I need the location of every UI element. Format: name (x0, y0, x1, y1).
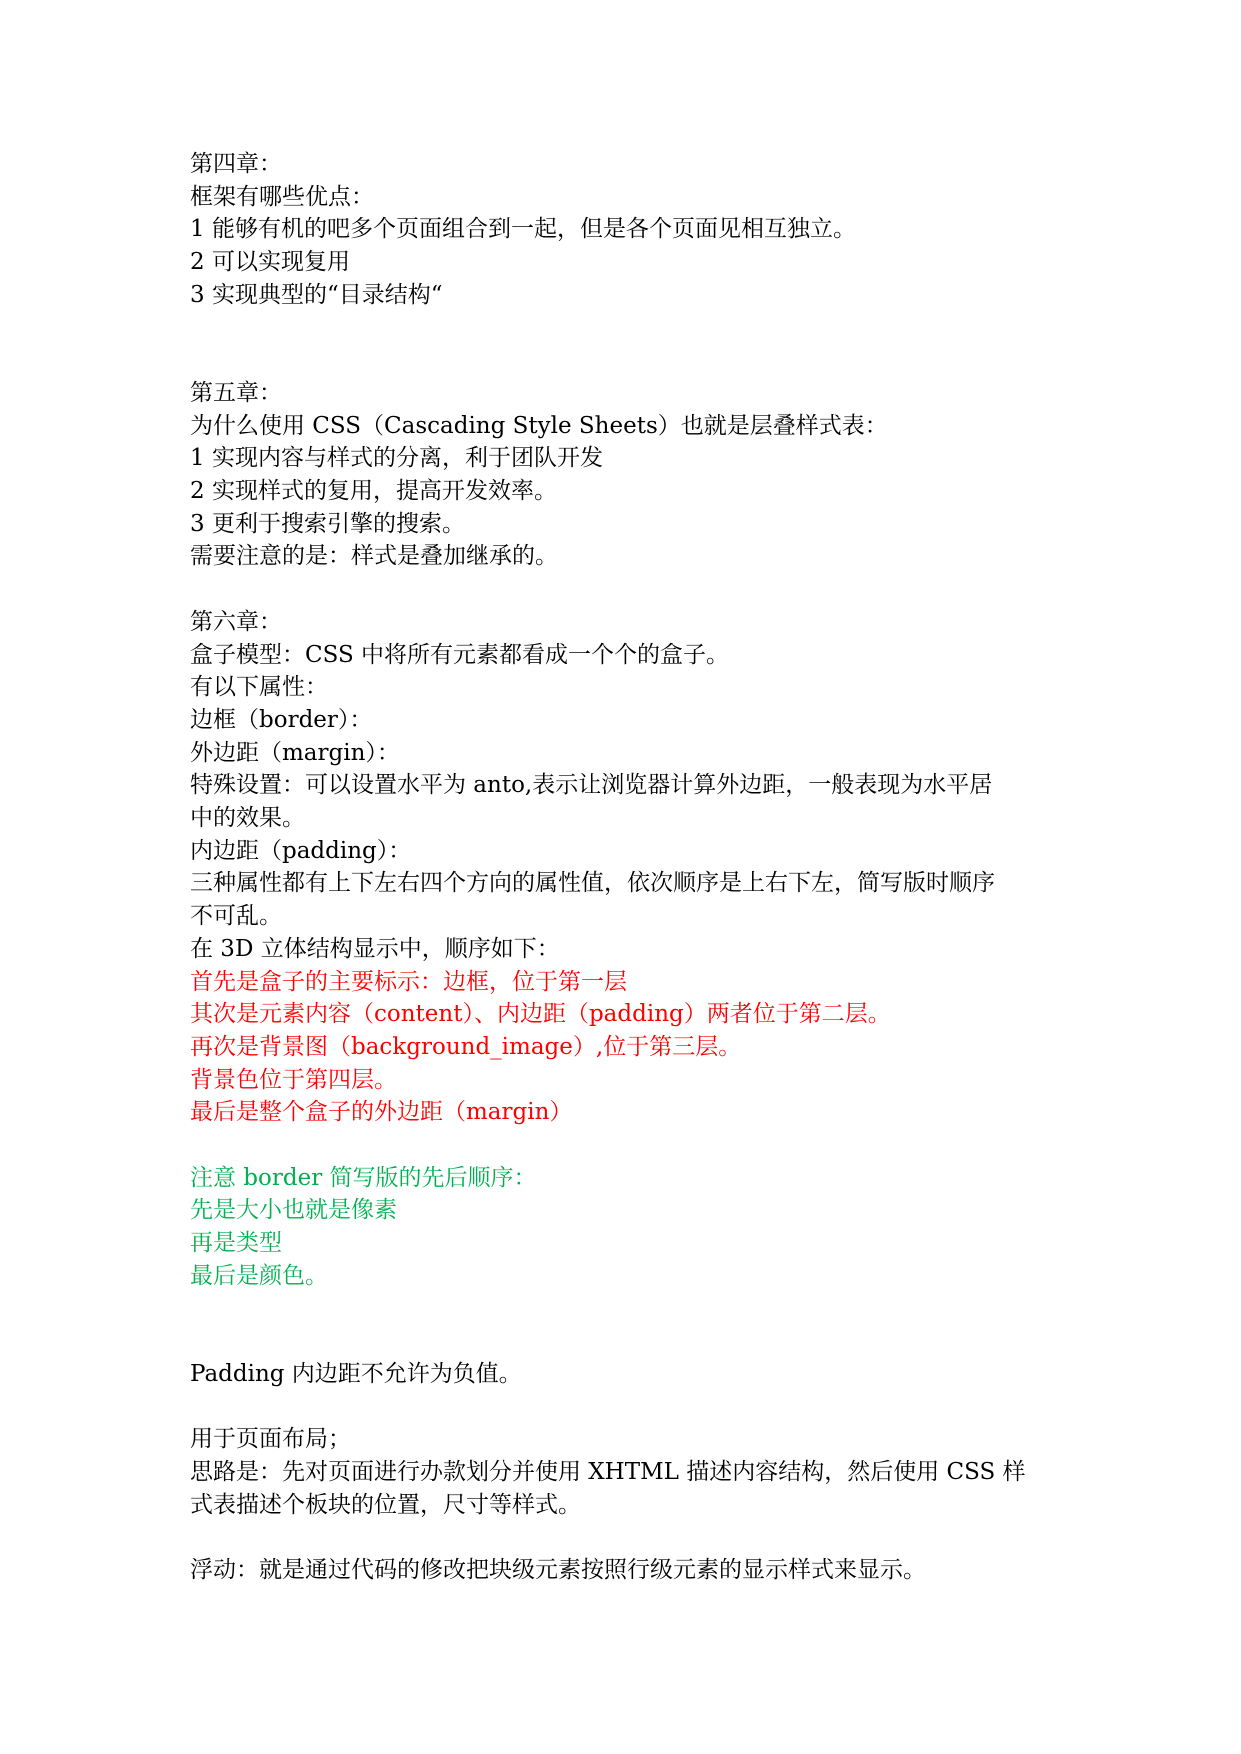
text-line: 三种属性都有上下左右四个方向的属性值，依次顺序是上右下左，简写版时顺序 (190, 870, 995, 897)
text-line: 需要注意的是：样式是叠加继承的。 (190, 543, 558, 570)
text-line: 3 实现典型的“目录结构“ (190, 281, 443, 308)
text-line: 有以下属性： (190, 674, 328, 701)
text-line: 其次是元素内容（content）、内边距（padding）两者位于第二层。 (190, 1001, 891, 1028)
blank-line (190, 1391, 1070, 1424)
text-line: 特殊设置：可以设置水平为 anto,表示让浏览器计算外边距，一般表现为水平居 (190, 772, 993, 799)
text-line: 框架有哪些优点： (190, 183, 374, 210)
text-line: 第四章： (190, 151, 282, 177)
text-line: 先是大小也就是像素 (190, 1197, 397, 1224)
text-line: 中的效果。 (190, 805, 305, 832)
text-line: 思路是：先对页面进行办款划分并使用 XHTML 描述内容结构，然后使用 CSS 样 (190, 1459, 1026, 1486)
text-line: 第六章： (190, 608, 282, 635)
text-line: 背景色位于第四层。 (190, 1066, 397, 1093)
blank-line (190, 1293, 1070, 1326)
text-line: 为什么使用 CSS（Cascading Style Sheets）也就是层叠样式表： (190, 412, 888, 439)
text-line: 1 能够有机的吧多个页面组合到一起，但是各个页面见相互独立。 (190, 216, 856, 243)
text-line: 最后是颜色。 (190, 1262, 328, 1289)
text-line: 再次是背景图（background_image）,位于第三层。 (190, 1033, 742, 1060)
text-line: 2 可以实现复用 (190, 249, 350, 276)
blank-line (190, 344, 1070, 377)
blank-line (190, 1129, 1070, 1162)
text-line: 在 3D 立体结构显示中，顺序如下： (190, 935, 560, 962)
text-line: 式表描述个板块的位置，尺寸等样式。 (190, 1491, 581, 1518)
text-line: 第五章： (190, 379, 282, 406)
blank-line (190, 312, 1070, 345)
blank-line (190, 573, 1070, 606)
text-line: 用于页面布局； (190, 1426, 351, 1453)
text-line: 盒子模型：CSS 中将所有元素都看成一个个的盒子。 (190, 641, 730, 668)
text-line: 边框（border）： (190, 706, 373, 733)
text-line: 2 实现样式的复用，提高开发效率。 (190, 478, 557, 504)
text-line: 首先是盒子的主要标示：边框，位于第一层 (190, 968, 627, 995)
text-line: 内边距（padding）： (190, 837, 412, 864)
text-line: 不可乱。 (190, 903, 282, 930)
text-line: 浮动：就是通过代码的修改把块级元素按照行级元素的显示样式来显示。 (190, 1557, 926, 1584)
blank-line (190, 1325, 1070, 1358)
text-line: 外边距（margin）： (190, 739, 400, 766)
text-line: 再是类型 (190, 1230, 282, 1257)
blank-line (190, 1521, 1070, 1554)
document-page (190, 148, 1070, 1587)
text-line: 3 更利于搜索引擎的搜索。 (190, 510, 465, 537)
text-line: 1 实现内容与样式的分离，利于团队开发 (190, 445, 603, 472)
text-line: Padding 内边距不允许为负值。 (190, 1360, 522, 1387)
text-line: 最后是整个盒子的外边距（margin） (190, 1099, 573, 1126)
text-line: 注意 border 简写版的先后顺序： (190, 1164, 537, 1191)
